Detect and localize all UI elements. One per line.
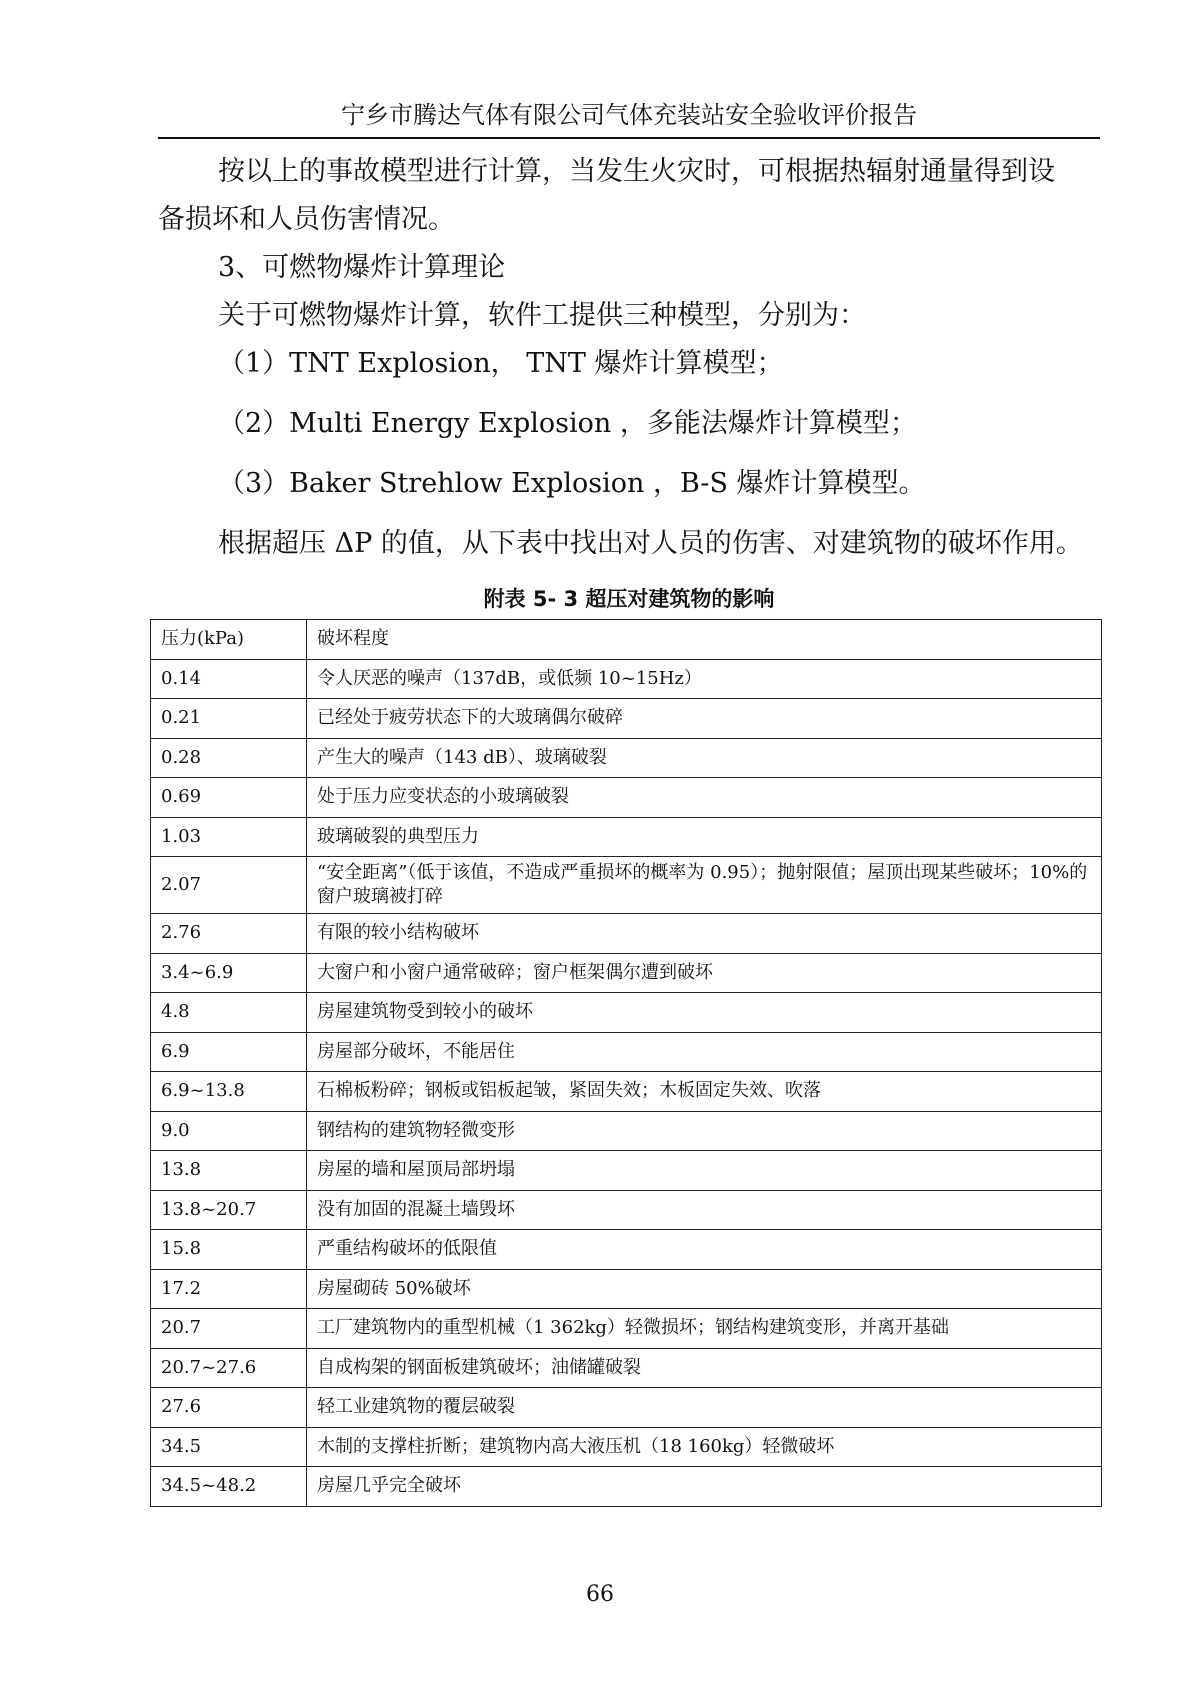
damage-cell: 木制的支撑柱折断；建筑物内高大液压机（18 160kg）轻微破坏 [307,1427,1102,1467]
header-cell-pressure: 压力(kPa) [151,620,307,660]
damage-cell: 有限的较小结构破坏 [307,914,1102,954]
table-row [151,659,1102,699]
table-row [151,1269,1102,1309]
damage-cell: 钢结构的建筑物轻微变形 [307,1111,1102,1151]
header-cell-damage: 破坏程度 [307,620,1102,660]
table-row [151,993,1102,1033]
pressure-cell: 6.9~13.8 [151,1072,307,1112]
model-item: （2）Multi Energy Explosion ，多能法爆炸计算模型； [218,408,917,439]
pressure-cell: 0.69 [151,778,307,818]
pressure-cell: 9.0 [151,1111,307,1151]
pressure-cell: 0.21 [151,699,307,739]
table-row [151,1230,1102,1270]
damage-cell: 房屋部分破坏，不能居住 [307,1032,1102,1072]
section-heading: 3、可燃物爆炸计算理论 [218,252,506,283]
table-row [151,1467,1102,1507]
table-row [151,1111,1102,1151]
overpressure-table [150,619,1102,1507]
pressure-cell: 15.8 [151,1230,307,1270]
damage-cell: 已经处于疲劳状态下的大玻璃偶尔破碎 [307,699,1102,739]
damage-cell: 处于压力应变状态的小玻璃破裂 [307,778,1102,818]
damage-cell: 轻工业建筑物的覆层破裂 [307,1388,1102,1428]
paragraph-line: 关于可燃物爆炸计算，软件工提供三种模型，分别为： [218,300,866,331]
pressure-cell: 0.14 [151,659,307,699]
model-item: （3）Baker Strehlow Explosion ，B-S 爆炸计算模型。 [218,468,926,499]
damage-cell: 产生大的噪声（143 dB）、玻璃破裂 [307,738,1102,778]
paragraph-line: 根据超压 ΔP 的值，从下表中找出对人员的伤害、对建筑物的破坏作用。 [218,528,1083,559]
table-body [151,620,1102,1507]
pressure-cell: 13.8~20.7 [151,1190,307,1230]
header-divider [158,137,1100,139]
table-row [151,1190,1102,1230]
pressure-cell: 6.9 [151,1032,307,1072]
table-row [151,1151,1102,1191]
damage-cell: 房屋建筑物受到较小的破坏 [307,993,1102,1033]
pressure-cell: 27.6 [151,1388,307,1428]
damage-cell: 石棉板粉碎；钢板或铝板起皱，紧固失效；木板固定失效、吹落 [307,1072,1102,1112]
paragraph-line: 备损坏和人员伤害情况。 [158,204,455,235]
table-row [151,1072,1102,1112]
pressure-cell: 2.76 [151,914,307,954]
damage-cell: “安全距离”（低于该值，不造成严重损坏的概率为 0.95）；抛射限值；屋顶出现某些破坏；10%的窗户玻璃被打碎 [307,857,1102,914]
paragraph-line: 按以上的事故模型进行计算，当发生火灾时，可根据热辐射通量得到设 [218,156,1055,187]
table-row [151,1309,1102,1349]
damage-cell: 工厂建筑物内的重型机械（1 362kg）轻微损坏；钢结构建筑变形，并离开基础 [307,1309,1102,1349]
table-row [151,1032,1102,1072]
table-row [151,1388,1102,1428]
pressure-cell: 2.07 [151,857,307,914]
table-row [151,1348,1102,1388]
pressure-cell: 0.28 [151,738,307,778]
model-item: （1）TNT Explosion， TNT 爆炸计算模型； [218,348,784,379]
pressure-cell: 4.8 [151,993,307,1033]
damage-cell: 自成构架的钢面板建筑破坏；油储罐破裂 [307,1348,1102,1388]
pressure-cell: 13.8 [151,1151,307,1191]
table-caption: 附表 5- 3 超压对建筑物的影响 [483,587,775,611]
pressure-cell: 1.03 [151,817,307,857]
table-header-row [151,620,1102,660]
damage-cell: 严重结构破坏的低限值 [307,1230,1102,1270]
page-header-title: 宁乡市腾达气体有限公司气体充装站安全验收评价报告 [341,101,917,129]
table-row [151,953,1102,993]
table-row [151,1427,1102,1467]
damage-cell: 没有加固的混凝土墙毁坏 [307,1190,1102,1230]
damage-cell: 房屋几乎完全破坏 [307,1467,1102,1507]
table-row [151,857,1102,914]
page-number: 66 [586,1582,614,1607]
pressure-cell: 34.5 [151,1427,307,1467]
pressure-cell: 3.4~6.9 [151,953,307,993]
damage-cell: 玻璃破裂的典型压力 [307,817,1102,857]
damage-cell: 房屋砌砖 50%破坏 [307,1269,1102,1309]
table-row [151,778,1102,818]
table-row [151,738,1102,778]
pressure-cell: 34.5~48.2 [151,1467,307,1507]
damage-cell: 房屋的墙和屋顶局部坍塌 [307,1151,1102,1191]
damage-cell: 令人厌恶的噪声（137dB，或低频 10~15Hz） [307,659,1102,699]
table-row [151,914,1102,954]
table-row [151,699,1102,739]
damage-cell: 大窗户和小窗户通常破碎；窗户框架偶尔遭到破坏 [307,953,1102,993]
pressure-cell: 17.2 [151,1269,307,1309]
pressure-cell: 20.7~27.6 [151,1348,307,1388]
table-row [151,817,1102,857]
pressure-cell: 20.7 [151,1309,307,1349]
